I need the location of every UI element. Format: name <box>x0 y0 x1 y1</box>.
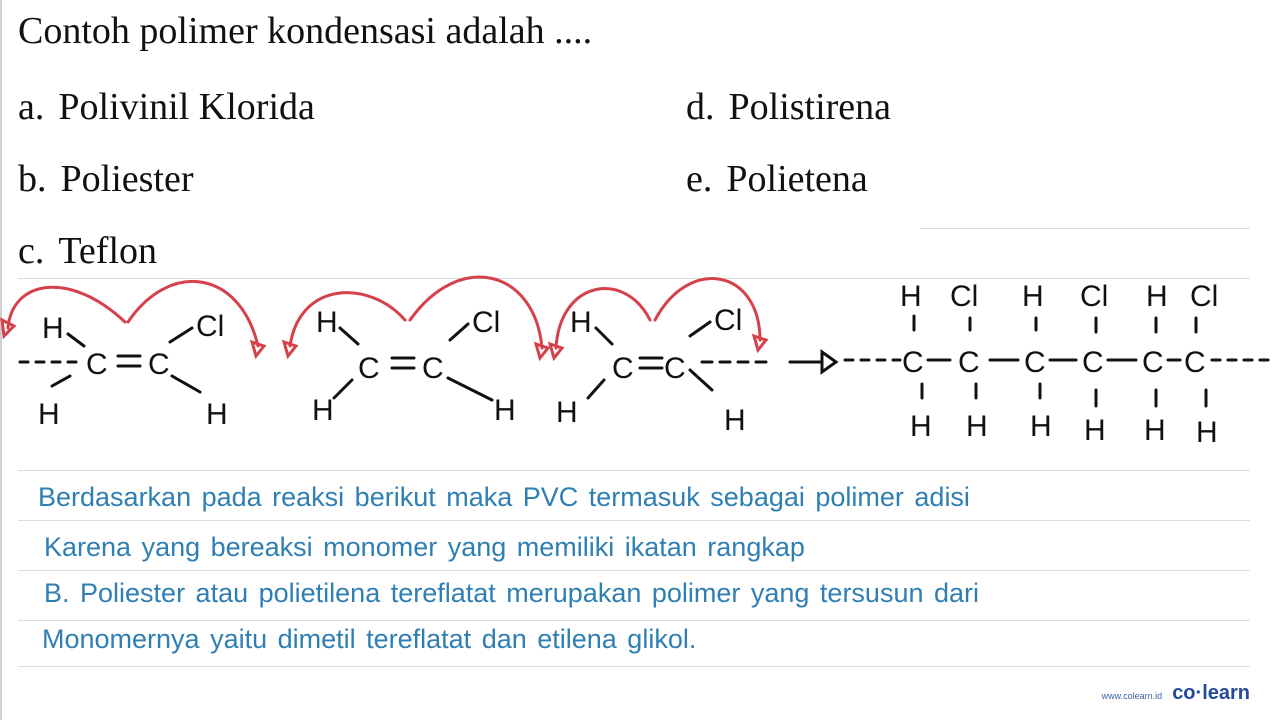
single-bond <box>68 334 84 346</box>
atom-c: C <box>902 346 924 379</box>
option-b[interactable] <box>18 160 193 198</box>
atom-c: C <box>1184 346 1206 379</box>
atom-h: H <box>724 404 746 437</box>
atom-h: H <box>42 312 64 345</box>
arrow-head <box>754 336 766 350</box>
option-label: Teflon <box>58 230 158 272</box>
single-bond <box>170 328 192 342</box>
atom-h: H <box>966 410 988 443</box>
atom-cl: Cl <box>950 280 979 313</box>
atom-h: H <box>494 394 516 427</box>
atom-h: H <box>312 394 334 427</box>
single-bond <box>52 376 70 386</box>
atom-h: H <box>570 306 592 339</box>
atom-h: H <box>1196 416 1218 449</box>
atom-h: H <box>206 398 228 431</box>
single-bond <box>690 370 712 390</box>
option-e[interactable] <box>686 160 868 198</box>
option-letter: a. <box>18 86 45 128</box>
atom-h: H <box>38 398 60 431</box>
arrow-head <box>252 342 264 356</box>
atom-cl: Cl <box>472 306 501 339</box>
option-label: Polistirena <box>728 86 892 128</box>
footer-url[interactable]: www.colearn.id <box>1101 691 1163 701</box>
red-arrow-curve <box>655 279 760 340</box>
option-letter: c. <box>18 230 45 272</box>
atom-h: H <box>1022 280 1044 313</box>
red-arrow-curve <box>8 287 125 328</box>
atom-c: C <box>1082 346 1104 379</box>
red-arrow-curve <box>290 293 405 346</box>
atom-h: H <box>1030 410 1052 443</box>
atom-c: C <box>664 352 686 385</box>
atom-h: H <box>900 280 922 313</box>
atom-c: C <box>958 346 980 379</box>
footer-branding <box>1102 682 1250 705</box>
explanation-line: Monomernya yaitu dimetil tereflatat dan etilena glikol. <box>42 624 697 654</box>
single-bond <box>340 328 358 344</box>
option-label: Polietena <box>726 158 868 200</box>
single-bond <box>448 378 492 400</box>
explanation-line: B. Poliester atau polietilena tereflatat merupakan polimer yang tersusun dari <box>44 578 980 608</box>
atom-h: H <box>1144 414 1166 447</box>
single-bond <box>596 328 612 344</box>
ruled-line <box>18 620 1250 621</box>
option-label: Poliester <box>60 158 194 200</box>
atom-c: C <box>86 348 108 381</box>
atom-cl: Cl <box>714 304 743 337</box>
ruled-line <box>18 520 1250 521</box>
explanation-line: Karena yang bereaksi monomer yang memiliki ikatan rangkap <box>44 532 805 562</box>
explanation-line: Berdasarkan pada reaksi berikut maka PVC termasuk sebagai polimer adisi <box>38 482 970 512</box>
single-bond <box>690 322 710 336</box>
atom-h: H <box>1084 414 1106 447</box>
ruled-line <box>18 570 1250 571</box>
question-text: Contoh polimer kondensasi adalah .... <box>18 10 593 52</box>
atom-c: C <box>1024 346 1046 379</box>
atom-h: H <box>316 306 338 339</box>
pvc-polymerization-diagram <box>0 260 1280 460</box>
option-a[interactable] <box>18 88 315 126</box>
single-bond <box>450 324 468 340</box>
option-d[interactable] <box>686 88 891 126</box>
atom-c: C <box>148 348 170 381</box>
reaction-arrow-head <box>822 352 836 372</box>
arrow-head <box>550 344 562 358</box>
atom-cl: Cl <box>1080 280 1109 313</box>
ruled-line <box>18 666 1250 667</box>
single-bond <box>172 376 200 392</box>
atom-cl: Cl <box>1190 280 1219 313</box>
single-bond <box>588 380 604 398</box>
red-arrow-curve <box>128 281 258 346</box>
ruled-line <box>18 470 1250 471</box>
atom-h: H <box>1146 280 1168 313</box>
atom-c: C <box>358 352 380 385</box>
ruled-line <box>920 228 1250 229</box>
option-letter: e. <box>686 158 713 200</box>
atom-h: H <box>910 410 932 443</box>
atom-c: C <box>612 352 634 385</box>
atom-c: C <box>422 352 444 385</box>
colearn-logo: co·learn <box>1172 682 1250 704</box>
single-bond <box>334 380 352 398</box>
option-label: Polivinil Klorida <box>58 86 315 128</box>
atom-c: C <box>1142 346 1164 379</box>
option-letter: d. <box>686 86 715 128</box>
atom-h: H <box>556 396 578 429</box>
arrow-head <box>536 344 548 358</box>
atom-cl: Cl <box>196 310 225 343</box>
option-letter: b. <box>18 158 47 200</box>
arrow-head <box>284 342 296 356</box>
